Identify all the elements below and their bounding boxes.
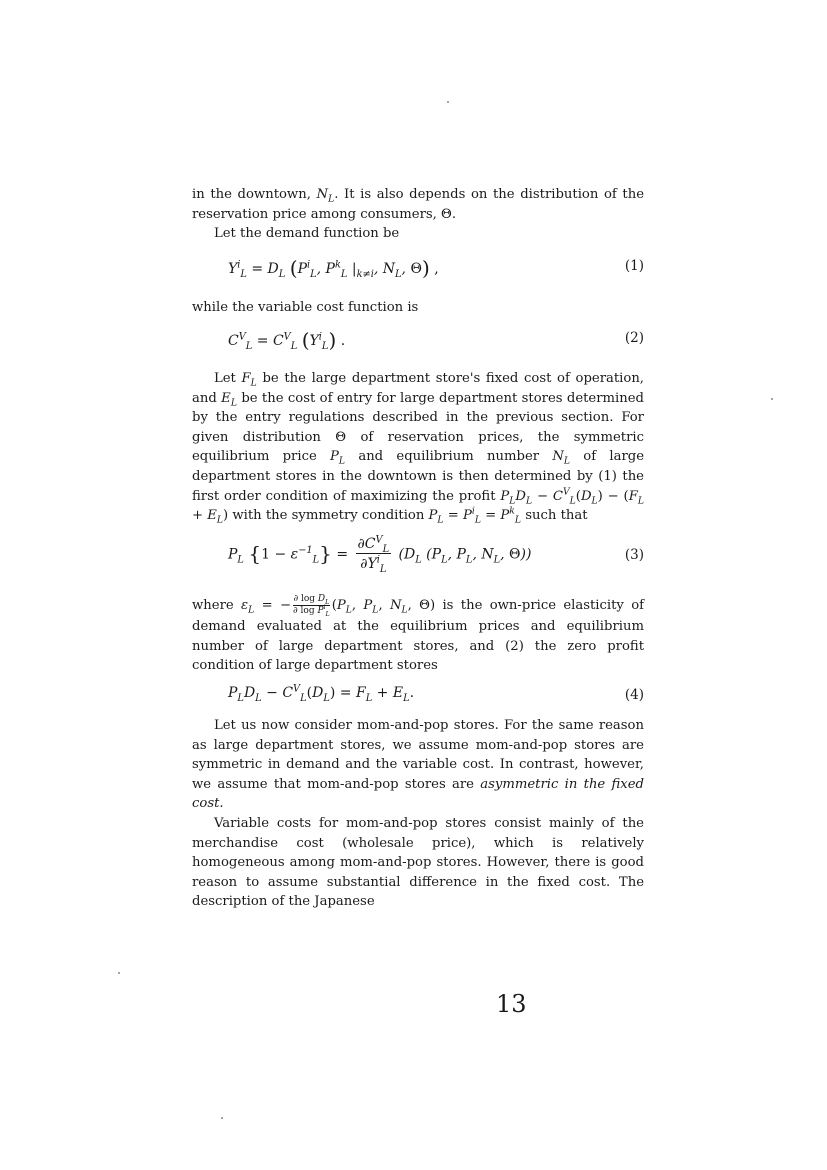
page-number: 13 bbox=[496, 990, 527, 1018]
text-elasticity-definition: is the own-price elasticity of demand evaluated at the equilibrium prices and equilibrium number of large department stores, and (2) the zero profit condition of large department stores bbox=[192, 598, 645, 674]
scan-speck bbox=[221, 1117, 223, 1119]
paragraph-block-3 bbox=[192, 594, 644, 676]
paragraph-variable-costs: Variable costs for mom-and-pop stores consist mainly of the merchandise cost (wholesale price), which is relatively homogeneous among mom-and-pop stores. However, there is good reason to assume substantial difference in the fixed cost. The description of the Japanese bbox=[192, 815, 644, 910]
equation-2 bbox=[228, 328, 644, 358]
equation-3-body: $P_L$ $\{1 - \varepsilon^{-1}_L\}$ = $\frac{\partial C^V_L}{\partial Y^i_L}$ ($D_L$ ($P_L$, $P_L$, $N_L$, Θ)) bbox=[228, 534, 532, 575]
text-asymmetric-fixed-cost: asymmetric in the fixed cost. bbox=[192, 776, 644, 812]
equation-4-body: $P_LD_L - C^V_L(D_L) = F_L + E_L$. bbox=[228, 683, 415, 704]
equation-1-number: (1) bbox=[624, 258, 644, 274]
equation-2-number: (2) bbox=[624, 330, 644, 346]
paragraph-fixed-cost: Let $F_L$ be the large department store's fixed cost of operation, and $E_L$ be the cost of entry for large department stores determined by the entry regulations described in the previous section. For given distribution Θ of reservation prices, the symmetric equilibrium price $P_L$ and equilibrium number $N_L$ of large department stores in the downtown is then determined by (1) the first order condition of maximizing the profit $P_LD_L - C^V_L(D_L) - (F_L + E_L)$ with the symmetry condition $P_L = P^i_L = P^k_L$ such that bbox=[192, 371, 644, 526]
scan-speck bbox=[447, 101, 449, 103]
text-while-variable-cost: while the variable cost function is bbox=[192, 300, 419, 315]
paragraph-downtown: in the downtown, $N_L$. It is also depends on the distribution of the reservation price among consumers, Θ. bbox=[192, 187, 644, 222]
paragraph-block-4 bbox=[192, 716, 644, 912]
equation-3 bbox=[228, 535, 644, 581]
paragraph-block-2 bbox=[192, 369, 644, 526]
equation-4-number: (4) bbox=[624, 687, 644, 703]
equation-1 bbox=[228, 256, 644, 286]
equation-2-body: $C^V_L = C^V_L$ $(Y^i_L)$ . bbox=[228, 328, 346, 352]
paragraph-variable-cost-intro bbox=[192, 298, 644, 318]
paragraph-block-1 bbox=[192, 185, 644, 244]
paragraph-demand-intro: Let the demand function be bbox=[214, 226, 400, 242]
equation-1-body: $Y^i_L = D_L$ ($P^i_L$, $P^k_L$ $|_{k\ne i}$, $N_L$, Θ) , bbox=[228, 256, 439, 280]
text-mom-and-pop: Let us now consider mom-and-pop stores. For the same reason as large department stores, we assume mom-and-pop stores are symmetric in demand and the variable cost. In contrast, however, we assume that mom-and-pop stores are bbox=[192, 718, 644, 792]
paragraph-elasticity: where $\varepsilon_L$ = − $\frac{\partial \log D_L}{\partial \log P^i_L}$ ($P_L$, $P_L$, $N_L$, Θ) is the own-price elasticity of demand evaluated at the equilibrium prices and equilibrium number of large department stores, and (2) the zero profit condition of large department stores bbox=[192, 594, 645, 674]
equation-3-number: (3) bbox=[624, 547, 644, 563]
equation-4 bbox=[228, 685, 644, 715]
paragraph-mom-and-pop bbox=[192, 716, 644, 814]
scan-speck bbox=[771, 398, 773, 400]
scan-speck bbox=[118, 972, 120, 974]
